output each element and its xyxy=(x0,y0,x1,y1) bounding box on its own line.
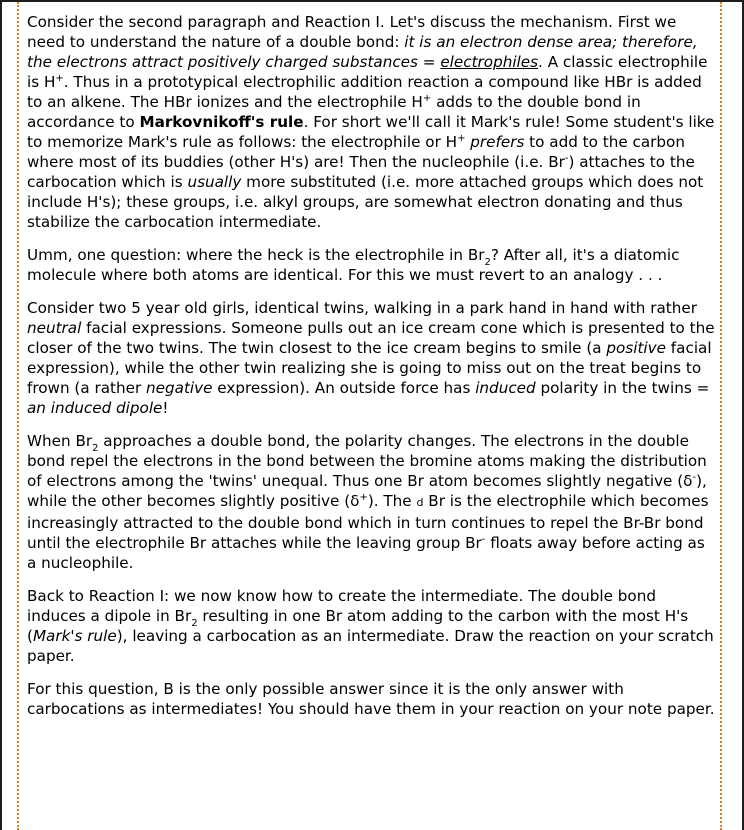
italic-span: usually xyxy=(187,173,242,191)
bold-term-markovnikoff: Markovnikoff's rule xyxy=(139,113,304,131)
delta-symbol: d xyxy=(416,496,424,509)
text-span: polarity in the twins = xyxy=(535,379,710,397)
text-span: . Thus in a prototypical electrophilic addition reaction a compound like HBr is added to an alkene. The HBr ionizes and the electrophile H xyxy=(27,73,702,111)
text-span: expression). An outside force has xyxy=(212,379,476,397)
paragraph-answer xyxy=(27,679,715,719)
text-span: . For short we'll call it Mark's rule! Some student's like to memorize Mark's rule as follows: the electrophile or H xyxy=(27,113,715,151)
text-span: Consider the second paragraph and Reaction I. Let's discuss the mechanism. First we need to understand the nature of a double bond: xyxy=(27,13,677,51)
text-span: more substituted (i.e. more attached groups which does not include H's); these groups, i.e. alkyl groups, are somewhat electron donating and thus stabilize the carbocation intermediate. xyxy=(27,173,704,231)
italic-span: negative xyxy=(146,379,213,397)
superscript-charge: + xyxy=(359,492,368,503)
superscript-charge: - xyxy=(692,472,697,483)
text-span: When Br xyxy=(27,432,93,450)
italic-span: Mark's rule xyxy=(32,627,117,645)
italic-span: induced xyxy=(475,379,536,397)
superscript-charge: + xyxy=(457,133,466,144)
text-span: ), leaving a carbocation as an intermediate. Draw the reaction on your scratch paper. xyxy=(27,627,714,665)
text-span: Br is the electrophile which becomes increasingly attracted to the double bond which in turn continues to repel the Br-Br bond until the electrophile Br attaches while the leaving group Br xyxy=(27,492,709,552)
left-dotted-rule xyxy=(17,2,19,830)
text-span: ? After all, it's a diatomic molecule where both atoms are identical. For this we must revert to an analogy . . . xyxy=(27,246,680,284)
text-span: to add to the carbon where most of its buddies (other H's) are! Then the nucleophile (i.e. Br xyxy=(27,133,685,171)
paragraph-mechanism xyxy=(27,12,715,232)
italic-span: an induced dipole xyxy=(27,399,163,417)
text-span: Back to Reaction I: we now know how to create the intermediate. The double bond induces a dipole in Br xyxy=(27,587,656,625)
subscript-count: 2 xyxy=(92,443,99,454)
text-span: Umm, one question: where the heck is the electrophile in Br xyxy=(27,246,485,264)
text-span: ) attaches to the carbocation which is xyxy=(27,153,695,191)
text-span: facial expressions. Someone pulls out an ice cream cone which is presented to the closer of the two twins. The twin closest to the ice cream begins to smile (a xyxy=(27,319,715,357)
text-span: Consider two 5 year old girls, identical twins, walking in a park hand in hand with rather xyxy=(27,299,697,317)
italic-span: prefers xyxy=(470,133,525,151)
text-span: ), while the other becomes slightly positive (δ xyxy=(27,472,707,510)
text-span: ). The xyxy=(367,492,417,510)
article-body xyxy=(27,12,715,732)
paragraph-br2-polarity xyxy=(27,431,715,573)
superscript-charge: - xyxy=(564,153,569,164)
paragraph-twins-analogy xyxy=(27,298,715,418)
text-span: approaches a double bond, the polarity changes. The electrons in the double bond repel the electrons in the bond between the bromine atoms making the distribution of electrons among the 'twins' unequal. Thus one Br atom becomes slightly negative (δ xyxy=(27,432,707,490)
text-span: For this question, B is the only possible answer since it is the only answer with carbocations as intermediates! You should have them in your reaction on your note paper. xyxy=(27,680,715,718)
right-dotted-rule xyxy=(720,2,722,830)
paragraph-back-to-reaction xyxy=(27,586,715,666)
italic-span: neutral xyxy=(27,319,82,337)
superscript-charge: + xyxy=(55,73,64,84)
superscript-charge: - xyxy=(481,534,486,545)
text-span: adds to the double bond in accordance to xyxy=(27,93,641,131)
italic-span: positive xyxy=(606,339,666,357)
subscript-count: 2 xyxy=(484,257,491,268)
text-span: floats away before acting as a nucleophile. xyxy=(27,534,705,572)
superscript-charge: + xyxy=(422,93,432,104)
paragraph-question xyxy=(27,245,715,285)
text-span: resulting in one Br atom adding to the carbon with the most H's ( xyxy=(27,607,689,645)
italic-span: it is an electron dense area; therefore, the electrons attract positively charged substances = xyxy=(27,33,698,71)
text-span: facial expression), while the other twin realizing she is going to miss out on the treat begins to frown (a rather xyxy=(27,339,712,397)
subscript-count: 2 xyxy=(191,618,198,629)
text-span: . A classic electrophile is H xyxy=(27,53,708,91)
text-span: ! xyxy=(162,399,169,417)
underlined-term-electrophiles: electrophiles xyxy=(440,53,539,71)
